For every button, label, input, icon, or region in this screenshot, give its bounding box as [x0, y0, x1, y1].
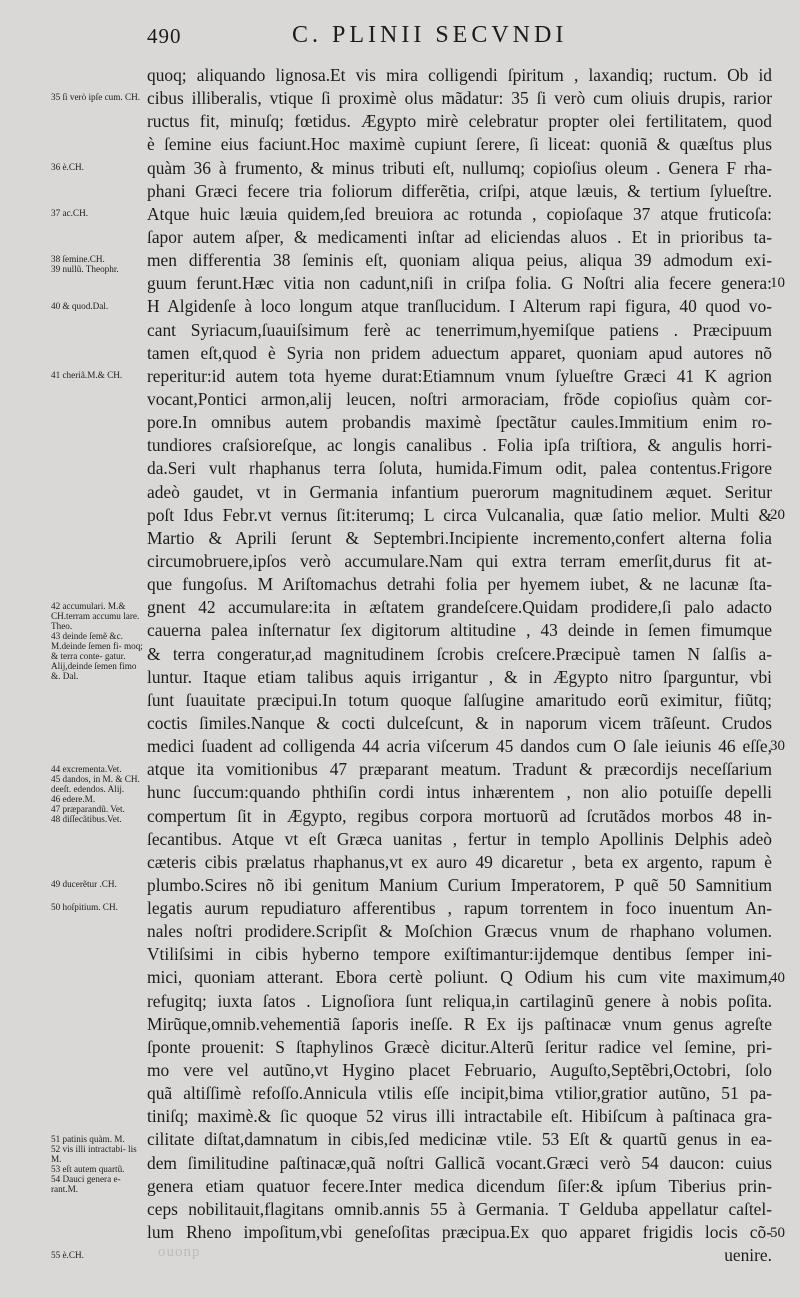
text-line: poſt Idus Febr.vt vernus ſit:iterumq; L circa Vulcanalia, quæ ſatio melior. Multi & [147, 504, 772, 525]
line-number: 20 [770, 506, 785, 523]
text-line: quàm 36 à frumento, & minus tributi eſt, nullumq; copioſius oleum . Genera F rha- [147, 157, 772, 178]
text-line: tamen eſt,quod è Syria non pridem aduectum apparet, quoniam apud autores nõ [147, 342, 772, 363]
text-line: ſponte prouenit: S ſtaphylinos Græcè dicitur.Alterũ ſeritur radice vel ſemine, pri- [147, 1036, 772, 1057]
text-line: medici ſuadent ad colligenda 44 acria viſcerum 45 dandos cum O ſale ieiunis 46 eſſe, [147, 736, 772, 757]
text-line: & terra congeratur,ad magnitudinem ſcrobis creſcere.Præcipuè tamen N ſalſis a- [147, 643, 772, 664]
margin-note: 35 ſi verò ipſe cum. CH. [51, 92, 141, 103]
text-line: legatis aurum repudiaturo afferentibus , rapum torrentem in foco inuentum An- [147, 898, 772, 919]
text-line: vocant,Pontici armon,alij leucen, noſtri armoraciam, frõde copioſius quàm cor- [147, 388, 772, 409]
text-line: tiniſq; maximè.& ſic quoque 52 virus illi intractabile eſt. Hibiſcum à paſtinaca gra- [147, 1106, 772, 1127]
text-line: guum ferunt.Hæc vitia non cadunt,niſi in criſpa folia. G Noſtri alia fecere genera: [147, 273, 772, 294]
margin-note: 38 ſemine.CH. 39 nullũ. Theophr. [51, 254, 119, 275]
text-line: ſunt ſuauitate præcipui.In totum quoque ſalſugine amaritudo eorũ eximitur, fiũtq; [147, 689, 772, 710]
text-line: reperitur:id autem tota hyeme durat:Etiamnum vnum ſylueſtre Græci 41 K agrion [147, 365, 772, 386]
text-line: pore.In omnibus autem probandis maximè ſpectãtur caules.Immitium enim ro- [147, 412, 772, 433]
page-number: 490 [147, 24, 182, 48]
text-line: mici, quoniam atterant. Ebora certè poliunt. Q Odium his cum vite maximum, [147, 967, 772, 988]
text-line: plumbo.Scires nõ ibi genitum Manium Curium Imperatorem, P quẽ 50 Samnitium [147, 874, 772, 895]
margin-note: 44 excrementa.Vet. 45 dandos, in M. & CH. deeſt. edendos. Alij. 46 edere.M. 47 præparandũ. Vet. 48 diſſecãtibus.Vet. [51, 763, 140, 824]
margin-note: 55 è.CH. [51, 1249, 84, 1260]
margin-note: 40 & quod.Dal. [51, 300, 109, 311]
text-line: lum Rheno impoſitum,vbi geneſoſitas præcipua.Ex quo apparet frigidis locis cõ- [147, 1222, 772, 1243]
text-line: cant Syriacum,ſuauiſsimum ferè ac tenerrimum,hyemiſque patiens . Præcipuum [147, 319, 772, 340]
text-line: luntur. Itaque etiam talibus aquis irrigantur , & in Ægypto nitro ſparguntur, vbi [147, 666, 772, 687]
text-line: compertum ſit in Ægypto, regibus corpora mortuorũ ad ſcrutãdos morbos 48 in- [147, 805, 772, 826]
text-line: gnent 42 accumulare:ita in æſtatem grandeſcere.Quidam prodidere,ſi palo adacto [147, 597, 772, 618]
margin-note: 36 è.CH. [51, 161, 84, 172]
bleed-through-text: ouonp [158, 1244, 201, 1260]
margin-note: 42 accumulari. M.& CH.terram accumu lare. Theo. 43 deinde ſemẽ &c. M.deinde ſemen fi- moq; & terra conte- gatur. Alij,deinde ſemen fimo &. Dal. [51, 601, 143, 682]
text-line: genera etiam quatuor fecere.Inter medica dicendum ſiſer:& ipſum Tiberius prin- [147, 1175, 772, 1196]
text-line: è ſemine eius faciunt.Hoc maximè cupiunt ſerere, ſi liceat: quoniã & quæſtus plus [147, 134, 772, 155]
text-line: Vtiliſsimi in cibis hyberno tempore exiſtimantur:ijdemque dentibus ſemper ini- [147, 944, 772, 965]
text-line: Martio & Aprili ſerunt & Septembri.Incipiente incremento,confert alterna folia [147, 527, 772, 548]
line-number: 50 [770, 1224, 785, 1241]
text-line: nales noſtri prodidere.Scripſit & Moſchion Græcus vnum de rhaphano volumen. [147, 921, 772, 942]
text-line: quoq; aliquando lignosa.Et vis mira colligendi ſpiritum , laxandiq; ructum. Ob id [147, 65, 772, 85]
running-head: C. PLINII SECVNDI [292, 22, 568, 48]
text-line: ceps nobilitauit,flagitans omnib.annis 55 à Germania. T Gelduba appellatur caſtel- [147, 1198, 772, 1219]
text-line: phani Græci fecere tria foliorum differẽtia, criſpi, atque læuis, & tertium ſylueſtre. [147, 180, 772, 201]
margin-note: 50 hoſpitium. CH. [51, 902, 118, 913]
margin-note: 49 ducerẽtur .CH. [51, 879, 117, 890]
line-number: 40 [770, 969, 785, 986]
text-line: hunc ſuccum:quando phthiſin cordi intus inhærentem , non alio potuiſſe depelli [147, 782, 772, 803]
line-number: 10 [770, 275, 785, 292]
text-line: tundiores craſsioreſque, ac longis canalibus . Folia ipſa triſtiora, & angulis horri- [147, 435, 772, 456]
text-line: H Algidenſe à loco longum atque tranſlucidum. I Alterum rapi figura, 40 quod vo- [147, 296, 772, 317]
text-line: ſecantibus. Atque vt eſt Græca uanitas , fertur in templo Apollinis Delphis adeò [147, 828, 772, 849]
text-line: mo vere vel autũno,vt Hygino placet Februario, Auguſto,Septẽbri,Octobri, ſolo [147, 1060, 772, 1081]
text-line: dem ſimilitudine paſtinacæ,quã noſtri Gallicã vocant.Græci verò 54 daucon: cuius [147, 1152, 772, 1173]
text-line: quã altiſſimè refoſſo.Annicula vtilis eſſe incipit,bima vtilior,gratior autũno, 51 pa- [147, 1083, 772, 1104]
margin-note: 41 cheriã.M.& CH. [51, 369, 123, 380]
text-line: adeò gaudet, vt in Germania infantium puerorum magnitudinem æquet. Seritur [147, 481, 772, 502]
text-line: coctis ſimiles.Nanque & cocti dulceſcunt, & in naporum vicem trãſeunt. Crudos [147, 712, 772, 733]
text-line: men differentia 38 ſeminis eſt, quoniam aliqua peius, aliqua 39 admodum exi- [147, 250, 772, 271]
text-line: ſapor autem aſper, & medicamenti inſtar ad eliciendas aluos . Et in prioribus ta- [147, 226, 772, 247]
text-line: cæteris cibis prælatus rhaphanus,vt ex auro 49 dicaretur , beta ex argento, rapum è [147, 851, 772, 872]
text-line: cauerna palea inſternatur ſex digitorum altitudine , 43 deinde in ſemen fimumque [147, 620, 772, 641]
margin-note: 51 patinis quàm. M. 52 vis illi intractabi- lis M. 53 eſt autem quartũ. 54 Dauci genera e- rant.M. [51, 1133, 137, 1194]
text-line: ructus fit, minuſq; fœtidus. Ægypto mirè celebratur propter olei fertilitatem, quod [147, 111, 772, 132]
text-line: que fungoſus. M Ariſtomachus detrahi folia per hyemem iubet, & ne lacunæ ſta- [147, 574, 772, 595]
text-line: da.Seri vult rhaphanus terra ſoluta, humida.Fimum odit, palea contentus.Frigore [147, 458, 772, 479]
margin-note: 37 ac.CH. [51, 207, 88, 218]
text-line: uenire. [724, 1245, 772, 1266]
text-line: Atque huic læuia quidem,ſed breuiora ac rotunda , copioſaque 37 atque fruticoſa: [147, 203, 772, 224]
text-line: cibus illiberalis, vtique ſi proximè olus mãdatur: 35 ſi verò cum oliuis drupis, rarior [147, 88, 772, 109]
text-line: circumobruere,ipſos verò accumulare.Nam qui extra terram emerſit,durus fit at- [147, 550, 772, 571]
text-line: Mirũque,omnib.vehementiã ſaporis ineſſe. R Ex ijs paſtinacæ vnum genus agreſte [147, 1013, 772, 1034]
text-line: refugitq; iuxta ſatos . Lignoſiora ſunt reliqua,in cartilaginũ genere à nobis poſita. [147, 990, 772, 1011]
text-line: atque ita vomitionibus 47 præparant meatum. Tradunt & præcordijs neceſſarium [147, 759, 772, 780]
line-number: 30 [770, 738, 785, 755]
text-line: cilitate diſtat,damnatum in cibis,ſed medicinæ vtile. 53 Eſt & quartũ genus in ea- [147, 1129, 772, 1150]
